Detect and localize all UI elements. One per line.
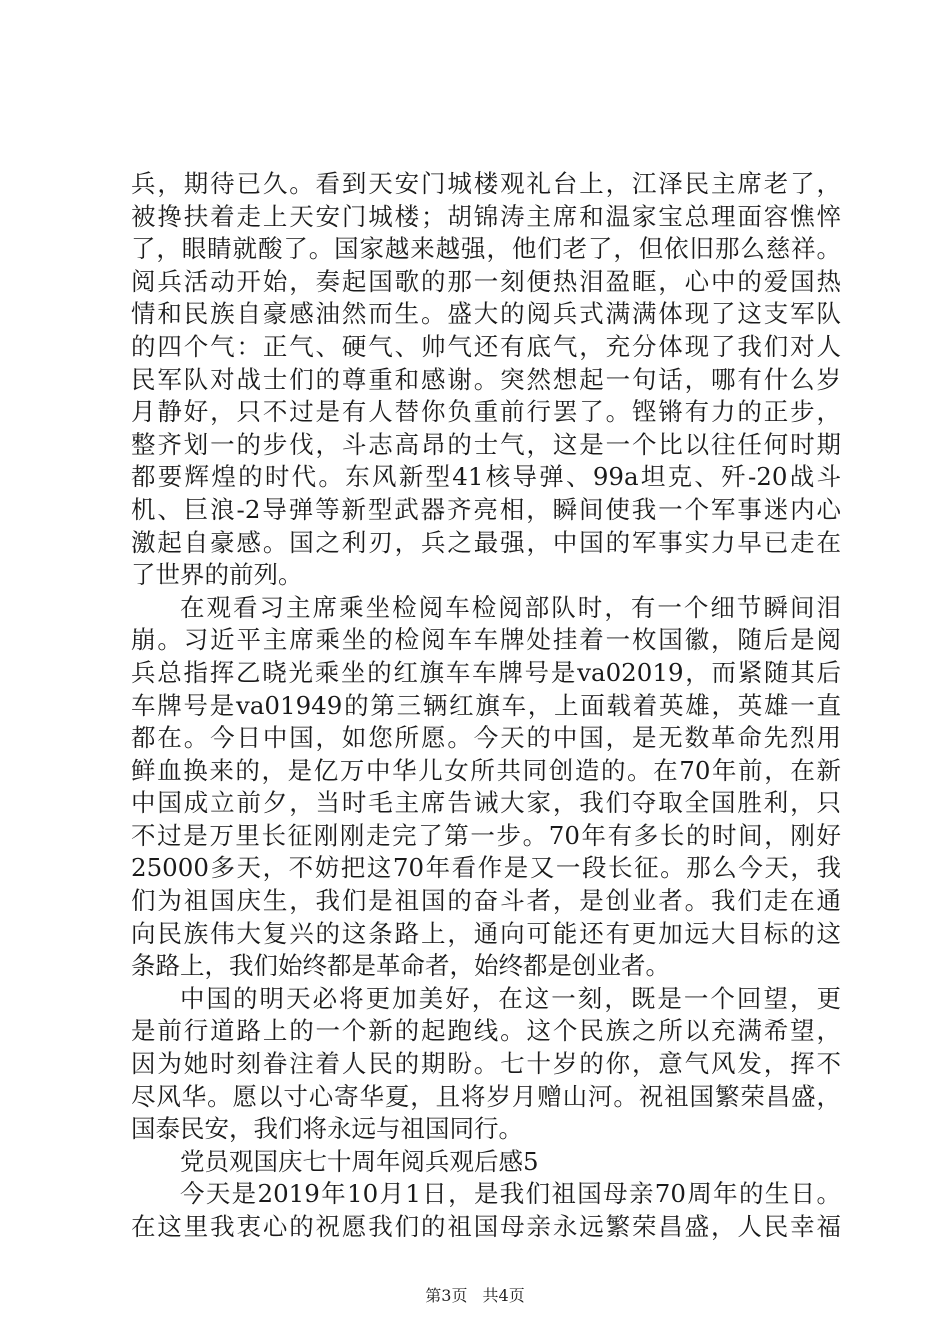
text-line: 阅兵活动开始，奏起国歌的那一刻便热泪盈眶，心中的爱国热 xyxy=(131,266,841,296)
paragraph-start-line: 在观看习主席乘坐检阅车检阅部队时，有一个细节瞬间泪 xyxy=(180,592,841,622)
text-line: 们为祖国庆生，我们是祖国的奋斗者，是创业者。我们走在通 xyxy=(131,886,841,916)
text-line: 都要辉煌的时代。东风新型41核导弹、99a坦克、歼-20战斗 xyxy=(131,462,841,492)
text-line: 崩。习近平主席乘坐的检阅车车牌处挂着一枚国徽，随后是阅 xyxy=(131,625,841,655)
text-line: 是前行道路上的一个新的起跑线。这个民族之所以充满希望， xyxy=(131,1016,841,1046)
text-line: 激起自豪感。国之利刃，兵之最强，中国的军事实力早已走在 xyxy=(131,527,841,557)
text-line: 兵总指挥乙晓光乘坐的红旗车车牌号是va02019，而紧随其后 xyxy=(131,657,841,687)
page-total: 共4页 xyxy=(482,1286,525,1305)
document-body xyxy=(131,168,841,1244)
text-line: 25000多天，不妨把这70年看作是又一段长征。那么今天，我 xyxy=(131,853,841,883)
paragraph-start-line: 今天是2019年10月1日，是我们祖国母亲70周年的生日。 xyxy=(180,1179,841,1209)
text-line: 中国成立前夕，当时毛主席告诫大家，我们夺取全国胜利，只 xyxy=(131,788,841,818)
page-number: 第3页 xyxy=(425,1286,468,1305)
text-line: 兵，期待已久。看到天安门城楼观礼台上，江泽民主席老了， xyxy=(131,169,841,198)
text-line: 都在。今日中国，如您所愿。今天的中国，是无数革命先烈用 xyxy=(131,723,841,753)
text-line: 机、巨浪-2导弹等新型武器齐亮相，瞬间使我一个军事迷内心 xyxy=(131,494,841,524)
text-line: 的四个气：正气、硬气、帅气还有底气，充分体现了我们对人 xyxy=(131,331,841,361)
text-line: 鲜血换来的，是亿万中华儿女所共同创造的。在70年前，在新 xyxy=(131,755,841,785)
text-line: 国泰民安，我们将永远与祖国同行。 xyxy=(131,1114,523,1144)
text-line: 因为她时刻眷注着人民的期盼。七十岁的你，意气风发，挥不 xyxy=(131,1049,841,1079)
text-line: 尽风华。愿以寸心寄华夏，且将岁月赠山河。祝祖国繁荣昌盛， xyxy=(131,1081,841,1111)
text-line: 了世界的前列。 xyxy=(131,560,303,590)
paragraph-start-line: 中国的明天必将更加美好，在这一刻，既是一个回望，更 xyxy=(180,983,841,1013)
page-footer xyxy=(0,1286,950,1306)
section-heading: 党员观国庆七十周年阅兵观后感5 xyxy=(180,1146,539,1176)
text-line: 向民族伟大复兴的这条路上，通向可能还有更加远大目标的这 xyxy=(131,918,841,948)
text-line: 车牌号是va01949的第三辆红旗车，上面载着英雄，英雄一直 xyxy=(131,690,841,720)
text-line: 被搀扶着走上天安门城楼；胡锦涛主席和温家宝总理面容憔悴 xyxy=(131,201,841,231)
text-line: 了，眼睛就酸了。国家越来越强，他们老了，但依旧那么慈祥。 xyxy=(131,234,841,264)
text-line: 不过是万里长征刚刚走完了第一步。70年有多长的时间，刚好 xyxy=(131,820,841,850)
text-line: 在这里我衷心的祝愿我们的祖国母亲永远繁荣昌盛，人民幸福 xyxy=(131,1212,841,1241)
text-line: 整齐划一的步伐，斗志高昂的士气，这是一个比以往任何时期 xyxy=(131,429,841,459)
text-line: 民军队对战士们的尊重和感谢。突然想起一句话，哪有什么岁 xyxy=(131,364,841,394)
text-line: 月静好，只不过是有人替你负重前行罢了。铿锵有力的正步， xyxy=(131,397,841,427)
text-line: 条路上，我们始终都是革命者，始终都是创业者。 xyxy=(131,951,670,981)
text-line: 情和民族自豪感油然而生。盛大的阅兵式满满体现了这支军队 xyxy=(131,299,841,329)
